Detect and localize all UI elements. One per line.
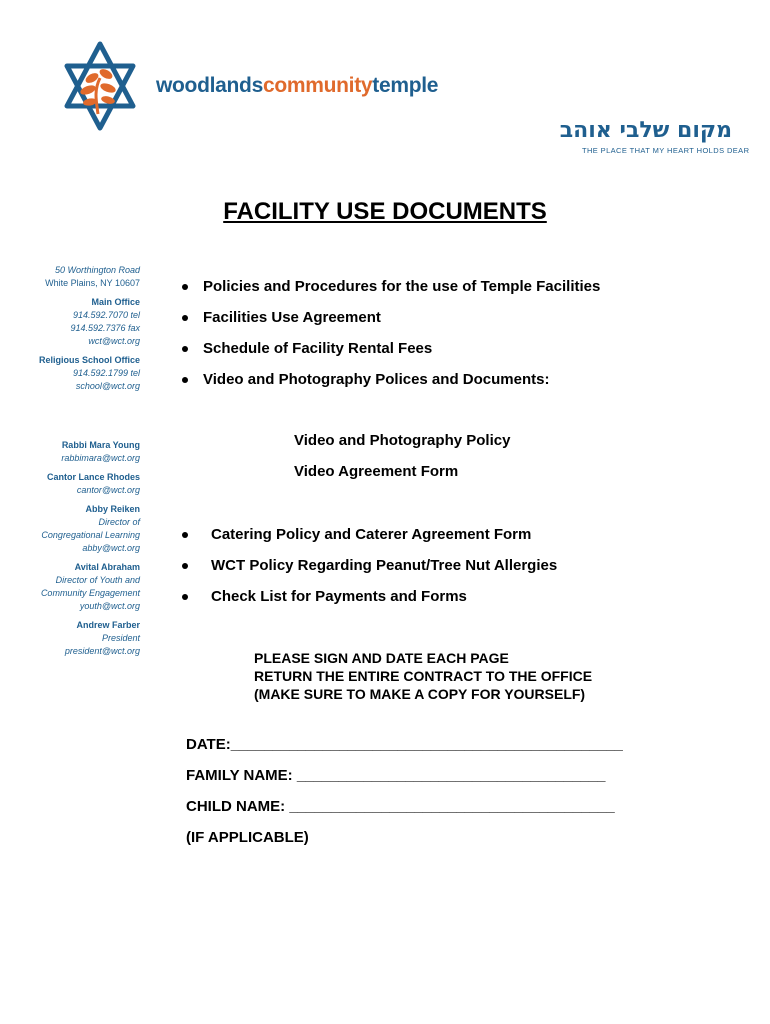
list-item: [203, 277, 600, 308]
list-item-label: Check List for Payments and Forms: [211, 588, 467, 605]
address-line-2: White Plains, NY 10607: [45, 278, 140, 288]
address-line-1: 50 Worthington Road: [54, 265, 140, 275]
andrew-block: [20, 619, 140, 658]
organization-logo-text: [156, 74, 438, 98]
andrew-name: Andrew Farber: [76, 620, 140, 630]
bullet-icon: [182, 563, 188, 569]
instruction-line-2: RETURN THE ENTIRE CONTRACT TO THE OFFICE: [254, 668, 593, 684]
avital-title-2: Community Engagement: [40, 588, 140, 598]
bullet-icon: [182, 315, 188, 321]
documents-list: [203, 277, 600, 401]
list-item-label: Policies and Procedures for the use of Temple Facilities: [203, 278, 601, 295]
abby-title-1: Director of: [98, 517, 140, 527]
family-name-field[interactable]: FAMILY NAME: _____________________________________: [186, 767, 606, 784]
school-office-block: [20, 354, 140, 393]
bullet-icon: [182, 594, 188, 600]
andrew-title: President: [101, 633, 140, 643]
list-item-label: Facilities Use Agreement: [203, 309, 381, 326]
page-title: FACILITY USE DOCUMENTS: [223, 198, 547, 225]
more-documents-list: [211, 525, 557, 618]
list-item-label: WCT Policy Regarding Peanut/Tree Nut Allergies: [211, 557, 558, 574]
temple-logo-star-icon: [58, 40, 142, 132]
abby-email: abby@wct.org: [82, 543, 140, 553]
main-office-label: Main Office: [91, 297, 140, 307]
list-item: [211, 556, 557, 587]
bullet-icon: [182, 284, 188, 290]
bullet-icon: [182, 377, 188, 383]
instruction-line-1: PLEASE SIGN AND DATE EACH PAGE: [254, 650, 509, 666]
list-item: [203, 308, 600, 339]
list-item: [211, 587, 557, 618]
cantor-block: [20, 471, 140, 497]
avital-title-1: Director of Youth and: [55, 575, 140, 585]
video-policy-item: Video and Photography Policy: [294, 432, 511, 449]
video-agreement-item: Video Agreement Form: [294, 463, 459, 480]
list-item-label: Schedule of Facility Rental Fees: [203, 340, 433, 357]
logo-part-temple: temple: [372, 74, 439, 97]
main-office-tel: 914.592.7070 tel: [72, 310, 140, 320]
bullet-icon: [182, 346, 188, 352]
rabbi-name: Rabbi Mara Young: [61, 440, 140, 450]
avital-email: youth@wct.org: [79, 601, 140, 611]
logo-part-woodlands: woodlands: [156, 74, 263, 97]
list-item-label: Video and Photography Polices and Documents:: [203, 371, 550, 388]
avital-block: [20, 561, 140, 613]
school-office-email: school@wct.org: [75, 381, 140, 391]
school-office-tel: 914.592.1799 tel: [72, 368, 140, 378]
hebrew-motto: מקום שלבי אוהב: [559, 118, 732, 143]
school-office-label: Religious School Office: [38, 355, 140, 365]
main-office-block: [20, 296, 140, 348]
cantor-name: Cantor Lance Rhodes: [46, 472, 140, 482]
cantor-email: cantor@wct.org: [76, 485, 140, 495]
list-item: [203, 370, 600, 401]
abby-title-2: Congregational Learning: [41, 530, 140, 540]
address-block: [20, 264, 140, 290]
main-office-email: wct@wct.org: [88, 336, 140, 346]
main-office-fax: 914.592.7376 fax: [70, 323, 140, 333]
instruction-line-3: (MAKE SURE TO MAKE A COPY FOR YOURSELF): [254, 686, 586, 702]
abby-name: Abby Reiken: [85, 504, 140, 514]
rabbi-block: [20, 439, 140, 465]
if-applicable-note: (IF APPLICABLE): [186, 829, 309, 846]
rabbi-email: rabbimara@wct.org: [61, 453, 140, 463]
instructions-block: [254, 649, 592, 703]
tagline: THE PLACE THAT MY HEART HOLDS DEAR: [582, 146, 750, 155]
date-field[interactable]: DATE:_______________________________________________: [186, 736, 623, 753]
list-item-label: Catering Policy and Caterer Agreement Form: [211, 526, 532, 543]
bullet-icon: [182, 532, 188, 538]
list-item: [211, 525, 557, 556]
list-item: [203, 339, 600, 370]
contact-sidebar: [20, 264, 140, 664]
abby-block: [20, 503, 140, 555]
andrew-email: president@wct.org: [64, 646, 140, 656]
avital-name: Avital Abraham: [74, 562, 140, 572]
logo-part-community: community: [262, 74, 373, 97]
child-name-field[interactable]: CHILD NAME: _______________________________________: [186, 798, 615, 815]
